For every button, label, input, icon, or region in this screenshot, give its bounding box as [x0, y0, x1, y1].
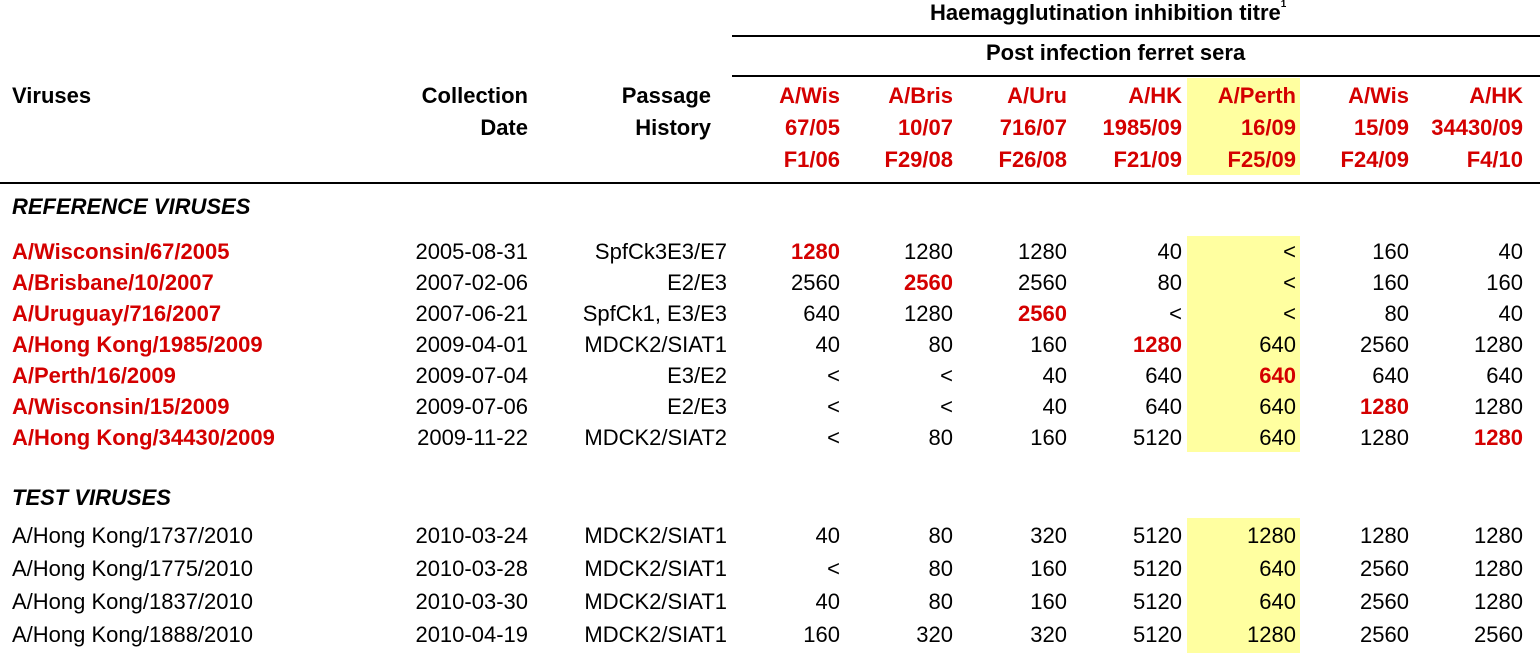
titre-value: 1280 [1247, 523, 1296, 548]
serum-header-line: F1/06 [783, 147, 840, 172]
titre-value: 1280 [1247, 622, 1296, 647]
collection-date: 2007-02-06 [415, 270, 528, 295]
header-collection: Collection [421, 83, 528, 108]
titre-value: 1280 [904, 301, 953, 326]
titre-value: 40 [1498, 239, 1523, 264]
titre-value: 160 [1030, 556, 1067, 581]
collection-date: 2009-07-04 [415, 363, 528, 388]
titre-value: 1280 [1474, 394, 1523, 419]
collection-date: 2009-07-06 [415, 394, 528, 419]
titre-value: 2560 [1360, 589, 1409, 614]
section-test-viruses: TEST VIRUSES [12, 485, 171, 510]
homologous-titre: 2560 [904, 270, 953, 295]
collection-date: 2009-11-22 [417, 425, 528, 450]
titre-value: 320 [1030, 622, 1067, 647]
titre-value: < [1169, 301, 1182, 326]
titre-value: 1280 [1474, 332, 1523, 357]
titre-value: 320 [916, 622, 953, 647]
titre-value: 80 [928, 589, 953, 614]
titre-value: < [940, 363, 953, 388]
homologous-titre: 1280 [791, 239, 840, 264]
virus-name: A/Perth/16/2009 [12, 363, 176, 388]
collection-date: 2010-04-19 [415, 622, 528, 647]
serum-header-line: F29/08 [884, 147, 953, 172]
titre-value: 80 [928, 332, 953, 357]
serum-header-line: F25/09 [1227, 147, 1296, 172]
collection-date: 2010-03-24 [415, 523, 528, 548]
table-title: Haemagglutination inhibition titre$^1$ [930, 0, 1287, 25]
serum-header-line: 15/09 [1353, 115, 1409, 140]
collection-date: 2009-04-01 [415, 332, 528, 357]
titre-value: < [827, 425, 840, 450]
serum-header-line: 67/05 [784, 115, 840, 140]
titre-value: 160 [1486, 270, 1523, 295]
serum-header-line: A/Bris [888, 83, 953, 108]
virus-name: A/Hong Kong/1888/2010 [12, 622, 253, 647]
table-row [0, 396, 1540, 426]
titre-value: < [1283, 301, 1296, 326]
serum-header-line: 34430/09 [1431, 115, 1523, 140]
homologous-titre: 1280 [1360, 394, 1409, 419]
section-reference-viruses: REFERENCE VIRUSES [12, 194, 251, 219]
titre-value: 5120 [1133, 425, 1182, 450]
header-viruses: Viruses [12, 83, 92, 108]
titre-value: 40 [1042, 394, 1067, 419]
titre-value: 2560 [1018, 270, 1067, 295]
serum-header-line: A/HK [1469, 83, 1523, 108]
titre-value: 1280 [1474, 556, 1523, 581]
titre-value: 640 [1145, 363, 1182, 388]
titre-value: 40 [815, 332, 840, 357]
titre-value: 160 [1030, 332, 1067, 357]
titre-value: 320 [1030, 523, 1067, 548]
titre-value: 160 [1372, 270, 1409, 295]
passage-history: SpfCk1, E3/E3 [582, 301, 727, 326]
titre-value: 640 [1259, 589, 1296, 614]
titre-value: 1280 [1360, 425, 1409, 450]
titre-value: 160 [1372, 239, 1409, 264]
table-row [0, 591, 1540, 621]
serum-header-line: A/Wis [1348, 83, 1409, 108]
table-row [0, 558, 1540, 588]
titre-value: 160 [803, 622, 840, 647]
titre-value: < [1283, 239, 1296, 264]
header-history: History [635, 115, 711, 140]
homologous-titre: 1280 [1474, 425, 1523, 450]
titre-value: 160 [1030, 589, 1067, 614]
titre-value: 5120 [1133, 622, 1182, 647]
virus-name: A/Brisbane/10/2007 [12, 270, 214, 295]
subtitle-rule [732, 75, 1540, 77]
header-date: Date [480, 115, 528, 140]
serum-header-line: A/Wis [779, 83, 840, 108]
table-row [0, 272, 1540, 302]
virus-name: A/Hong Kong/1737/2010 [12, 523, 253, 548]
passage-history: MDCK2/SIAT1 [584, 332, 727, 357]
serum-header-line: 716/07 [999, 115, 1067, 140]
table-row [0, 525, 1540, 555]
titre-value: 640 [803, 301, 840, 326]
titre-value: 2560 [791, 270, 840, 295]
titre-value: 640 [1259, 556, 1296, 581]
serum-header-line: 1985/09 [1102, 115, 1182, 140]
titre-value: < [827, 394, 840, 419]
titre-value: 80 [928, 523, 953, 548]
serum-header-line: F4/10 [1466, 147, 1523, 172]
table-row [0, 365, 1540, 395]
titre-value: 640 [1259, 425, 1296, 450]
titre-value: 1280 [1018, 239, 1067, 264]
titre-value: < [827, 556, 840, 581]
title-rule [732, 35, 1540, 37]
header-rule [0, 182, 1540, 184]
homologous-titre: 2560 [1018, 301, 1067, 326]
titre-value: 2560 [1360, 622, 1409, 647]
titre-value: 1280 [1474, 589, 1523, 614]
titre-value: 40 [815, 523, 840, 548]
collection-date: 2007-06-21 [415, 301, 528, 326]
table-row [0, 303, 1540, 333]
titre-value: 1280 [1474, 523, 1523, 548]
virus-name: A/Hong Kong/1775/2010 [12, 556, 253, 581]
titre-value: 1280 [904, 239, 953, 264]
titre-value: 2560 [1474, 622, 1523, 647]
titre-value: < [1283, 270, 1296, 295]
titre-value: 640 [1259, 394, 1296, 419]
serum-header-line: F26/08 [998, 147, 1067, 172]
virus-name: A/Hong Kong/1837/2010 [12, 589, 253, 614]
serum-header-line: A/Uru [1007, 83, 1067, 108]
titre-value: 160 [1030, 425, 1067, 450]
titre-value: 80 [928, 425, 953, 450]
table-subtitle: Post infection ferret sera [986, 40, 1246, 65]
passage-history: MDCK2/SIAT1 [584, 523, 727, 548]
serum-header-line: 10/07 [897, 115, 953, 140]
virus-name: A/Wisconsin/67/2005 [12, 239, 230, 264]
passage-history: E2/E3 [667, 394, 727, 419]
passage-history: MDCK2/SIAT1 [584, 622, 727, 647]
titre-value: 5120 [1133, 556, 1182, 581]
passage-history: MDCK2/SIAT1 [584, 556, 727, 581]
passage-history: MDCK2/SIAT2 [584, 425, 727, 450]
titre-value: 40 [815, 589, 840, 614]
virus-name: A/Hong Kong/1985/2009 [12, 332, 263, 357]
virus-name: A/Wisconsin/15/2009 [12, 394, 230, 419]
collection-date: 2010-03-28 [415, 556, 528, 581]
titre-value: 2560 [1360, 332, 1409, 357]
serum-header-line: A/HK [1128, 83, 1182, 108]
titre-value: 640 [1372, 363, 1409, 388]
titre-value: 640 [1145, 394, 1182, 419]
passage-history: MDCK2/SIAT1 [584, 589, 727, 614]
passage-history: SpfCk3E3/E7 [594, 239, 727, 264]
virus-name: A/Uruguay/716/2007 [12, 301, 222, 326]
titre-value: 80 [1157, 270, 1182, 295]
titre-value: 5120 [1133, 589, 1182, 614]
titre-value: 640 [1259, 332, 1296, 357]
titre-value: 640 [1486, 363, 1523, 388]
collection-date: 2005-08-31 [415, 239, 528, 264]
titre-value: 80 [1384, 301, 1409, 326]
passage-history: E3/E2 [667, 363, 727, 388]
serum-header-line: A/Perth [1217, 83, 1296, 108]
titre-value: < [827, 363, 840, 388]
serum-header-line: 16/09 [1240, 115, 1296, 140]
header-passage: Passage [621, 83, 711, 108]
titre-value: 2560 [1360, 556, 1409, 581]
homologous-titre: 1280 [1133, 332, 1182, 357]
table-row [0, 624, 1540, 654]
collection-date: 2010-03-30 [415, 589, 528, 614]
passage-history: E2/E3 [667, 270, 727, 295]
titre-value: 5120 [1133, 523, 1182, 548]
virus-name: A/Hong Kong/34430/2009 [12, 425, 275, 450]
homologous-titre: 640 [1259, 363, 1296, 388]
titre-value: 1280 [1360, 523, 1409, 548]
serum-header-line: F21/09 [1113, 147, 1182, 172]
table-row [0, 427, 1540, 457]
titre-value: 40 [1042, 363, 1067, 388]
table-row [0, 241, 1540, 271]
titre-value: 40 [1498, 301, 1523, 326]
titre-value: 80 [928, 556, 953, 581]
serum-header-line: F24/09 [1340, 147, 1409, 172]
table-row [0, 334, 1540, 364]
titre-value: < [940, 394, 953, 419]
titre-value: 40 [1157, 239, 1182, 264]
